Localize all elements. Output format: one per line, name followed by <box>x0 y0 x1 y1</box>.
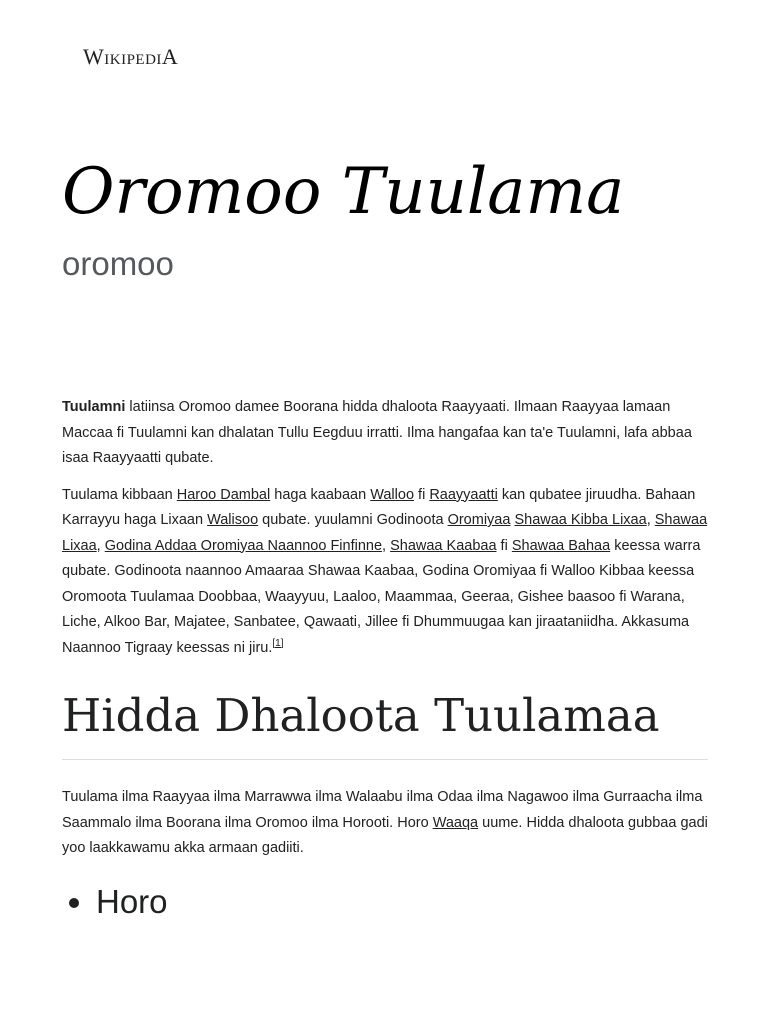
reference-1[interactable] <box>272 638 283 649</box>
text-run: Tuulama ilma Raayyaa ilma Marrawwa ilma Walaabu ilma Odaa ilma Nagawoo ilma Gurraacha ilma Saammalo ilma Boorana ilma Oromoo ilma Horooti. Horo <box>62 789 703 831</box>
lineage-paragraph <box>62 785 708 862</box>
link-raayyaatti[interactable]: Raayyaatti <box>429 486 498 503</box>
text-run: kan qubatee jiruudha. Bahaan Karrayyu haga Lixaan <box>62 486 696 528</box>
link-walisoo[interactable]: Walisoo <box>207 512 259 528</box>
wordmark-rest: ikipedi <box>104 44 162 69</box>
text-run: haga kaabaan <box>270 486 371 503</box>
link-godina-addaa-finfinne[interactable]: Godina Addaa Oromiyaa Naannoo Finfinne <box>104 537 383 554</box>
wikipedia-wordmark[interactable] <box>83 44 178 70</box>
link-shawaa-lixaa[interactable]: Shawaa Lixaa <box>62 512 708 554</box>
link-oromiyaa[interactable]: Oromiyaa <box>447 512 511 528</box>
text-run: keessa warra qubate. Godinoota naannoo Amaaraa Shawaa Kaabaa, Godina Oromiyaa fi Walloo Kibbaa keessa Oromoota Tuulamaa Doobbaa, Waayyuu, Laaloo, Maammaa, Geeraa, Gishee baasoo fi Warana, Liche, Alkoo Bar, Majatee, Sanbatee, Qawaati, Jillee fi Dhummuugaa kan jiraataniidha. Akkasuma Naannoo Tigraay keessas ni jiru. <box>62 537 701 656</box>
list-item: • Horo <box>96 882 708 922</box>
text-run: qubate. yuulamni Godinoota <box>258 512 448 528</box>
intro-paragraph <box>62 395 708 472</box>
page-subtitle: oromoo <box>62 245 174 282</box>
link-waaqa[interactable]: Waaqa <box>432 814 479 831</box>
link-shawaa-kaabaa[interactable]: Shawaa Kaabaa <box>390 537 497 554</box>
article-body <box>62 395 708 922</box>
bold-term: Tuulamni <box>62 399 126 415</box>
page-title: Oromoo Tuulama <box>62 155 625 229</box>
intro-text: latiinsa Oromoo damee Boorana hidda dhaloota Raayyaati. Ilmaan Raayyaa lamaan Maccaa fi Tuulamni kan dhalatan Tullu Eegduu irratti. Ilma hangafaa kan ta'e Tuulamni, lafa abbaa isaa Raayyaatti qubate. <box>62 399 692 466</box>
link-haroo-dambal[interactable]: Haroo Dambal <box>176 486 271 503</box>
text-run: fi <box>414 486 430 503</box>
geography-paragraph <box>62 483 708 662</box>
text-run: , <box>382 537 391 554</box>
link-walloo[interactable]: Walloo <box>370 486 415 503</box>
lineage-list <box>62 882 708 922</box>
link-shawaa-kibba-lixaa[interactable]: Shawaa Kibba Lixaa <box>514 512 647 528</box>
text-run: fi <box>496 537 512 554</box>
wordmark-first: W <box>83 44 105 69</box>
section-heading: Hidda Dhaloota Tuulamaa <box>62 687 708 760</box>
wordmark-last: A <box>161 44 179 69</box>
text-run: , <box>646 512 655 528</box>
link-shawaa-bahaa[interactable]: Shawaa Bahaa <box>511 537 611 554</box>
text-run: Tuulama kibbaan <box>62 486 177 503</box>
text-run: uume. Hidda dhaloota gubbaa gadi yoo laakkawamu akka armaan gadiiti. <box>62 814 708 856</box>
text-run: , <box>96 537 105 554</box>
reference-link[interactable]: [1] <box>272 637 284 649</box>
